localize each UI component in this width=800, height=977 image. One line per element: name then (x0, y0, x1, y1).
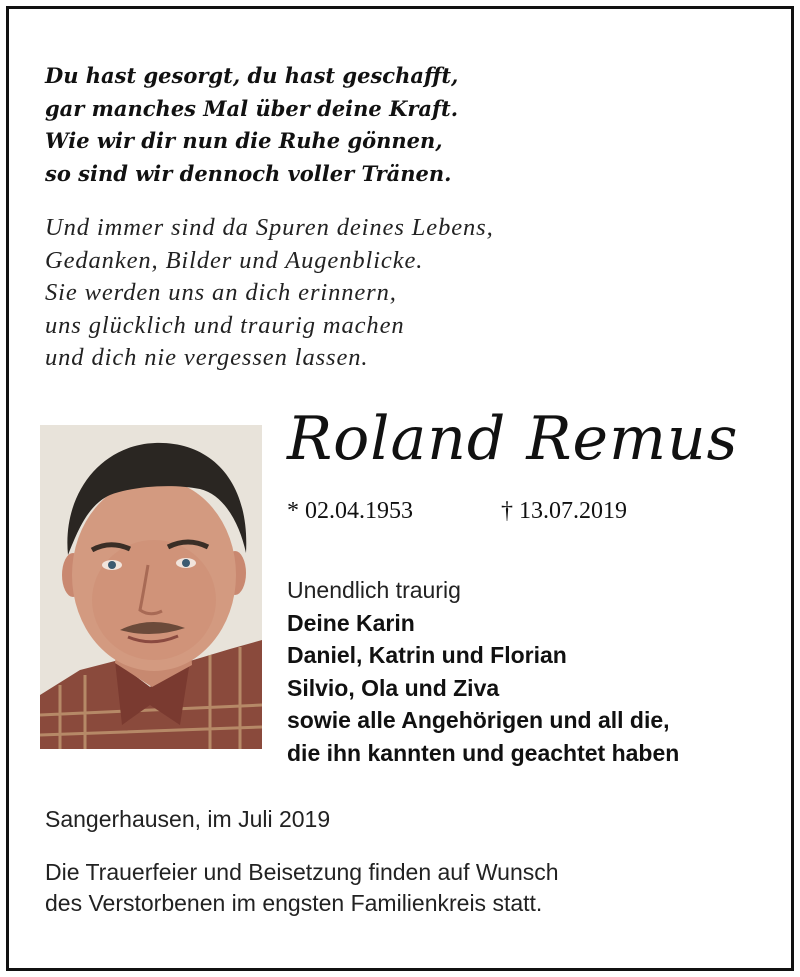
mourners-intro: Unendlich traurig (287, 577, 461, 603)
portrait-photo (40, 425, 262, 749)
poem-italic (45, 212, 494, 375)
mourner-line: Deine Karin (287, 609, 415, 636)
life-dates (287, 498, 627, 525)
poem-italic-line: und dich nie vergessen lassen. (45, 344, 369, 371)
funeral-info-line: Die Trauerfeier und Beisetzung finden auf Wunsch (45, 859, 559, 885)
poem-bold (45, 60, 458, 190)
funeral-info (45, 857, 559, 919)
place-date: Sangerhausen, im Juli 2019 (45, 806, 331, 832)
mourner-line: Daniel, Katrin und Florian (287, 642, 567, 669)
funeral-info-line: des Verstorbenen im engsten Familienkreis statt. (45, 890, 543, 916)
mourner-line: die ihn kannten und geachtet haben (287, 739, 680, 766)
poem-bold-line: Wie wir dir nun die Ruhe gönnen, (45, 128, 443, 153)
mourners-block (287, 574, 679, 770)
poem-italic-line: uns glücklich und traurig machen (45, 311, 405, 339)
poem-bold-line: gar manches Mal über deine Kraft. (45, 95, 459, 121)
deceased-name: Roland Remus (287, 404, 739, 474)
birth-date: * 02.04.1953 (287, 498, 413, 524)
poem-italic-line: Gedanken, Bilder und Augenblicke. (45, 246, 424, 274)
poem-bold-line: so sind wir dennoch voller Tränen. (45, 160, 452, 186)
poem-bold-line: Du hast gesorgt, du hast geschafft, (45, 63, 459, 88)
mourner-line: sowie alle Angehörigen und all die, (287, 707, 670, 734)
poem-italic-line: Und immer sind da Spuren deines Lebens, (45, 214, 494, 241)
poem-italic-line: Sie werden uns an dich erinnern, (45, 279, 397, 306)
death-date: † 13.07.2019 (501, 498, 627, 524)
mourner-line: Silvio, Ola und Ziva (287, 674, 500, 701)
